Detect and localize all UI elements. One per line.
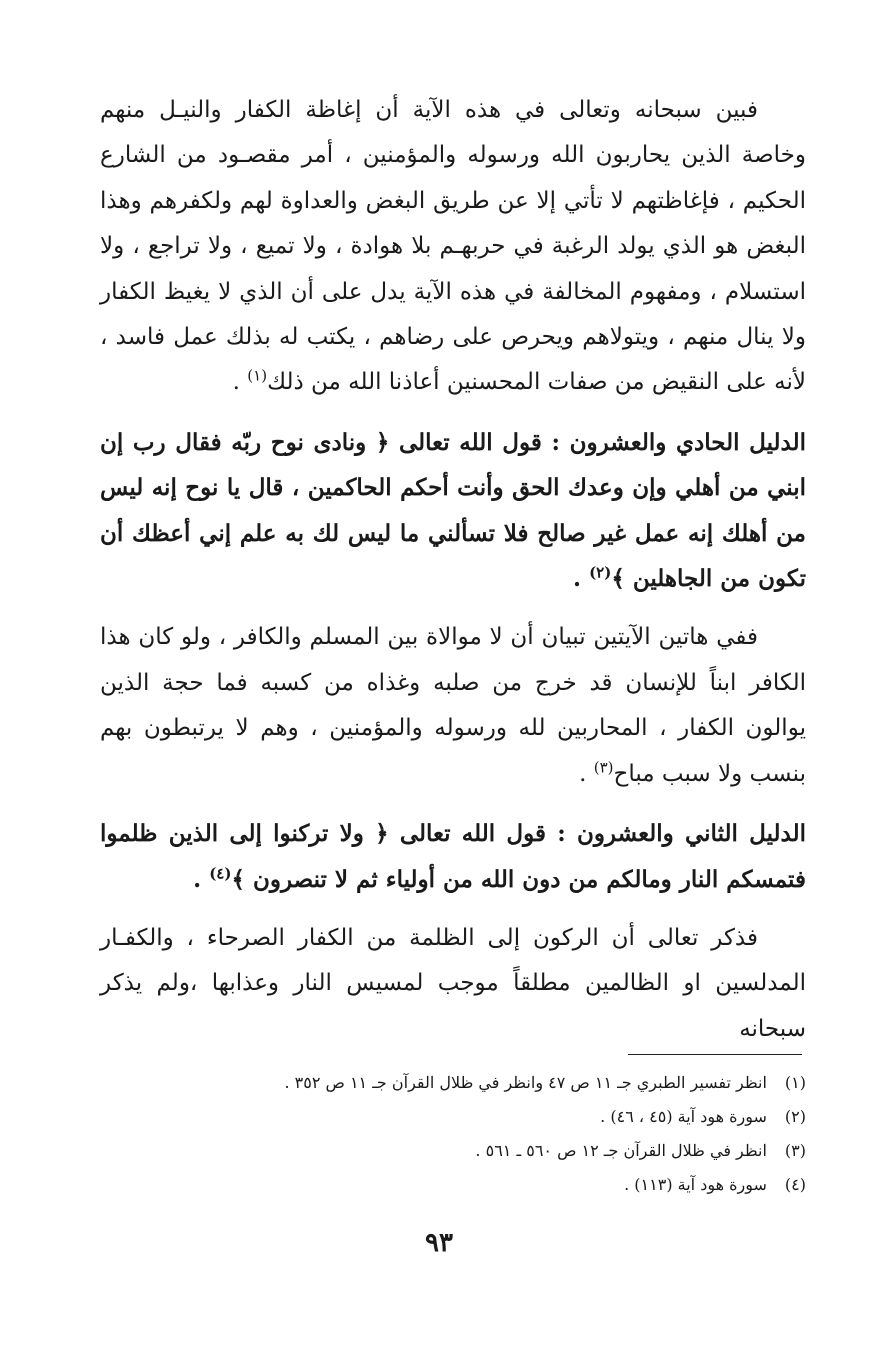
paragraph-text: فذكر تعالى أن الركون إلى الظلمة من الكفار الصرحاء ، والكفـار المدلسين او الظالمين مطلقاً موجب لمسيس النار وعذابها ،ولم يذكر سبحانه	[100, 924, 806, 1042]
footnote-ref: (٢)	[589, 563, 612, 582]
paragraph-end: .	[193, 865, 210, 893]
paragraph-1	[100, 88, 806, 406]
footnote-number: (٤)	[784, 1175, 806, 1194]
paragraph-end: .	[232, 369, 248, 396]
footnote-ref: (٤)	[209, 863, 232, 882]
footnote-text: سورة هود آية (٤٥ ، ٤٦) .	[600, 1107, 767, 1126]
footnote-text: انظر في ظلال القرآن جـ ١٢ ص ٥٦٠ ـ ٥٦١ .	[475, 1141, 767, 1160]
paragraph-end: .	[573, 565, 590, 593]
paragraph-text: الدليل الحادي والعشرون : قول الله تعالى ﴿ ونادى نوح ربّه فقال رب إن ابني من أهلي وإن وعدك الحق وأنت أحكم الحاكمين ، قال يا نوح إنه ليس من أهلك إنه عمل غير صالح فلا تسألني ما ليس لك به علم إني أعظك أن تكون من الجاهلين ﴾	[100, 428, 806, 593]
footnote-number: (١)	[784, 1073, 806, 1092]
footnote-ref: (١)	[247, 366, 268, 385]
footnote-text: انظر تفسير الطبري جـ ١١ ص ٤٧ وانظر في ظلال القرآن جـ ١١ ص ٣٥٢ .	[284, 1073, 767, 1092]
footnote-text: سورة هود آية (١١٣) .	[624, 1175, 767, 1194]
paragraph-4	[100, 811, 806, 902]
paragraph-text: فبين سبحانه وتعالى في هذه الآية أن إغاظة الكفار والنيـل منهم وخاصة الذين يحاربون الله ورسوله والمؤمنين ، أمر مقصـود من الشارع الحكيم ، فإغاظتهم لا تأتي إلا عن طريق البغض والعداوة لهم ولكفرهم وهذا البغض هو الذي يولد الرغبة في حربهـم بلا هوادة ، ولا تميع ، ولا تراجع ، ولا استسلام ، ومفهوم المخالفة في هذه الآية يدل على أن الذي لا يغيظ الكفار ولا ينال منهم ، ويتولاهم ويحرص على رضاهم ، يكتب له بذلك عمل فاسد ، لأنه على النقيض من صفات المحسنين أعاذنا الله من ذلك	[100, 97, 806, 396]
footnotes	[160, 1066, 806, 1202]
paragraph-3	[100, 615, 806, 797]
main-text	[100, 88, 806, 1066]
footnote-item	[160, 1168, 806, 1202]
page-number: ٩٣	[425, 1228, 453, 1258]
footnote-number: (٢)	[784, 1107, 806, 1126]
paragraph-end: .	[579, 760, 594, 787]
footnote-ref: (٣)	[593, 758, 614, 777]
footnote-number: (٣)	[784, 1141, 806, 1160]
paragraph-2	[100, 420, 806, 602]
paragraph-5	[100, 916, 806, 1052]
footnote-item	[160, 1066, 806, 1100]
paragraph-text: الدليل الثاني والعشرون : قول الله تعالى ﴿ ولا تركنوا إلى الذين ظلموا فتمسكم النار ومالكم من دون الله من أولياء ثم لا تنصرون ﴾	[100, 820, 806, 893]
footnote-separator	[628, 1054, 802, 1055]
footnote-item	[160, 1134, 806, 1168]
paragraph-text: ففي هاتين الآيتين تبيان أن لا موالاة بين المسلم والكافر ، ولو كان هذا الكافر ابناً للإنسان قد خرج من صلبه وغذاه من كسبه فما حجة الذين يوالون الكفار ، المحاربين لله ورسوله والمؤمنين ، وهم لا يرتبطون بهم بنسب ولا سبب مباح	[100, 624, 806, 787]
footnote-item	[160, 1100, 806, 1134]
